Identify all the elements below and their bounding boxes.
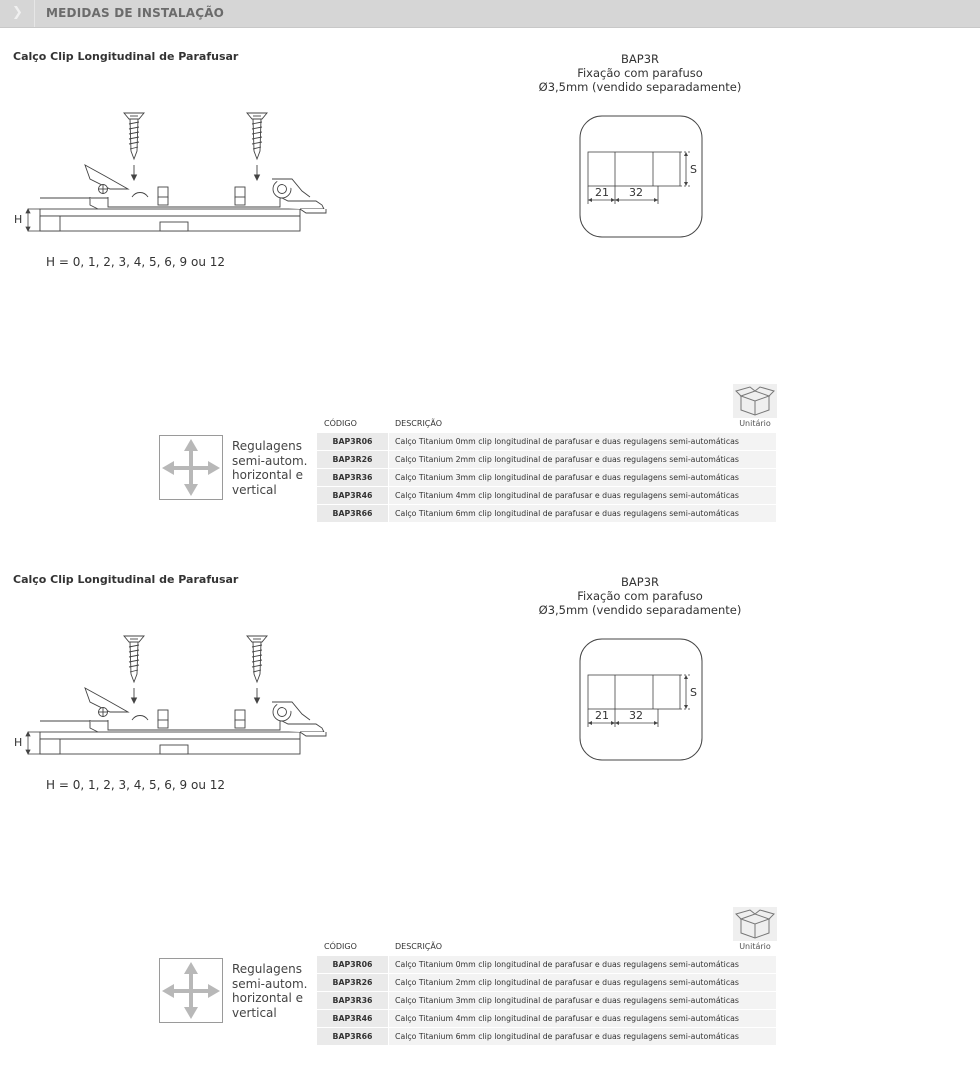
clip-mounting-drawing [10, 628, 330, 756]
table-row [317, 974, 776, 991]
dimension-a-label: 21 [595, 709, 609, 722]
product-description: Calço Titanium 3mm clip longitudinal de parafusar e duas regulagens semi-automáticas [389, 992, 776, 1009]
table-header-code: CÓDIGO [324, 942, 357, 951]
fixation-line2: Ø3,5mm (vendido separadamente) [538, 80, 742, 94]
package-label: Unitário [739, 419, 771, 428]
h-dimension-label: H [14, 736, 23, 749]
adjustment-text [232, 962, 308, 1020]
fixation-code: BAP3R [621, 52, 659, 66]
dimension-b-label: 32 [629, 709, 643, 722]
table-row [317, 505, 776, 522]
product-description: Calço Titanium 2mm clip longitudinal de parafusar e duas regulagens semi-automáticas [389, 451, 776, 468]
product-code: BAP3R06 [317, 956, 388, 973]
adjustment-line: Regulagens [232, 962, 302, 976]
product-code: BAP3R36 [317, 992, 388, 1009]
adjustment-line: vertical [232, 1005, 277, 1020]
adjustment-text [232, 439, 308, 497]
box-icon [733, 384, 777, 418]
product-section [0, 523, 980, 1041]
product-code: BAP3R36 [317, 469, 388, 486]
chevron-right-icon[interactable]: ❯ [12, 5, 23, 20]
product-description: Calço Titanium 0mm clip longitudinal de parafusar e duas regulagens semi-automáticas [389, 433, 776, 450]
product-table [317, 956, 776, 1046]
fixation-line1: Fixação com parafuso [577, 589, 703, 603]
product-description: Calço Titanium 0mm clip longitudinal de parafusar e duas regulagens semi-automáticas [389, 956, 776, 973]
dimension-s-label: S [690, 686, 697, 699]
table-row [317, 433, 776, 450]
dimension-b-label: 32 [629, 186, 643, 199]
adjustment-icon-box [159, 435, 223, 500]
product-code: BAP3R46 [317, 1010, 388, 1027]
table-header-description: DESCRIÇÃO [395, 419, 443, 428]
package-indicator [733, 384, 777, 428]
fixation-line2: Ø3,5mm (vendido separadamente) [538, 603, 742, 617]
product-code: BAP3R46 [317, 487, 388, 504]
package-label: Unitário [739, 942, 771, 951]
fixation-info [490, 52, 790, 94]
section-header-title: MEDIDAS DE INSTALAÇÃO [46, 6, 225, 20]
fixation-info [490, 575, 790, 617]
adjustment-line: vertical [232, 482, 277, 497]
h-values-text: H = 0, 1, 2, 3, 4, 5, 6, 9 ou 12 [46, 778, 226, 792]
fixation-code: BAP3R [621, 575, 659, 589]
adjustment-line: horizontal e [232, 468, 304, 482]
fixation-drawing [578, 114, 706, 240]
table-row [317, 469, 776, 486]
table-row [317, 1028, 776, 1045]
adjustment-line: semi-autom. [232, 976, 308, 991]
product-description: Calço Titanium 2mm clip longitudinal de parafusar e duas regulagens semi-automáticas [389, 974, 776, 991]
product-code: BAP3R06 [317, 433, 388, 450]
table-row [317, 992, 776, 1009]
four-way-arrows-icon [160, 436, 222, 499]
package-indicator [733, 907, 777, 951]
adjustment-icon-box [159, 958, 223, 1023]
table-header-description: DESCRIÇÃO [395, 942, 443, 951]
adjustment-line: semi-autom. [232, 453, 308, 468]
product-description: Calço Titanium 6mm clip longitudinal de parafusar e duas regulagens semi-automáticas [389, 1028, 776, 1045]
product-title: Calço Clip Longitudinal de Parafusar [13, 50, 239, 63]
product-code: BAP3R26 [317, 974, 388, 991]
clip-mounting-drawing [10, 105, 330, 233]
table-header-code: CÓDIGO [324, 419, 357, 428]
box-icon [733, 907, 777, 941]
product-section [0, 0, 980, 518]
table-row [317, 956, 776, 973]
dimension-a-label: 21 [595, 186, 609, 199]
fixation-line1: Fixação com parafuso [577, 66, 703, 80]
table-row [317, 487, 776, 504]
product-description: Calço Titanium 6mm clip longitudinal de parafusar e duas regulagens semi-automáticas [389, 505, 776, 522]
h-values-text: H = 0, 1, 2, 3, 4, 5, 6, 9 ou 12 [46, 255, 226, 269]
product-description: Calço Titanium 3mm clip longitudinal de parafusar e duas regulagens semi-automáticas [389, 469, 776, 486]
product-code: BAP3R26 [317, 451, 388, 468]
fixation-drawing [578, 637, 706, 763]
product-code: BAP3R66 [317, 505, 388, 522]
adjustment-line: horizontal e [232, 991, 304, 1005]
product-title: Calço Clip Longitudinal de Parafusar [13, 573, 239, 586]
adjustment-line: Regulagens [232, 439, 302, 453]
product-code: BAP3R66 [317, 1028, 388, 1045]
four-way-arrows-icon [160, 959, 222, 1022]
dimension-s-label: S [690, 163, 697, 176]
h-dimension-label: H [14, 213, 23, 226]
table-row [317, 1010, 776, 1027]
product-description: Calço Titanium 4mm clip longitudinal de parafusar e duas regulagens semi-automáticas [389, 1010, 776, 1027]
table-row [317, 451, 776, 468]
product-description: Calço Titanium 4mm clip longitudinal de parafusar e duas regulagens semi-automáticas [389, 487, 776, 504]
product-table [317, 433, 776, 523]
